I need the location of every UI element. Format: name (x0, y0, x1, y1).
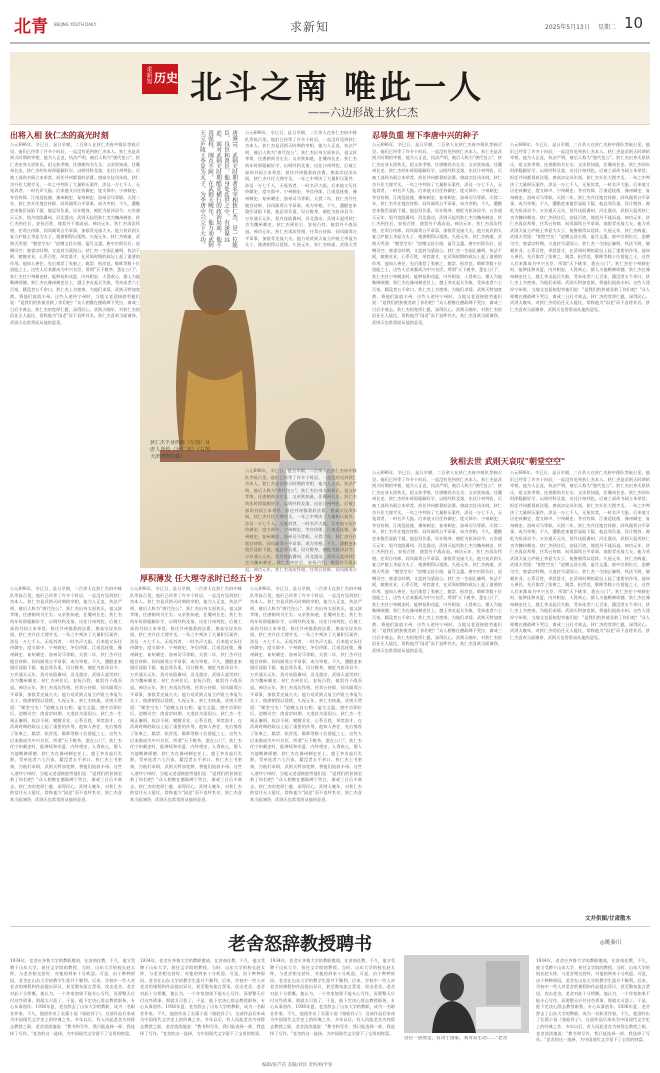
issue-weekday: 星期二 (598, 24, 617, 31)
article2-col4: 1934年，老舍应齐鲁大学的教职邀请，在济南任教。不久，他又受聘于山东大学，担任文学院的教授。当时，山东大学的校长赵太侔，与老舍相交甚好，对他的到来十分欢迎。可是，由于种种原因，老舍在山东大学的教学生涯并不顺利。后来，学校中一些人对老舍的课程和作品提出异议，甚至散布流言蜚语，攻击老舍。老舍对此十分愤慨，他认为，一个作家如果不能专心写作，而要整天应付这些琐事，那就太可悲了。于是，他下定决心辞去教授职务，专心从事创作。1936年夏，老舍辞去了山东大学的教职，成为一名职业作家。不久，他创作出了长篇小说《骆驼祥子》，这部作品后来成为中国现代文学史上的经典之作。多年以后，有人问起老舍为何辞去教授之职，老舍淡淡地说："教书和写作，我只能选择一样，我选择了写作。"老舍的这一选择，为中国现代文学留下了宝贵的财富。 (536, 958, 650, 1043)
issue-date: 2025年5月13日 (545, 24, 590, 31)
article2-title: 老舍怒辞教授聘书 (228, 934, 372, 955)
page-number: 10 (624, 14, 644, 32)
masthead (0, 0, 660, 44)
heading-4: 狄相去世 武则天哀叹"朝堂空空" (450, 457, 566, 466)
article2-byline: ◎姚秦川 (600, 940, 622, 946)
heading-1: 出将入相 狄仁杰的高光时刻 (10, 131, 109, 140)
banner-title: 北斗之南 唯此一人 (190, 68, 485, 106)
article1-col8: 公元696年，辛巳日，是日早朝，二百余人在狄仁杰府中排队等候召见。他们已经等了许多个时辰，一直没有见到狄仁杰本人。狄仁杰是武则天时期的宰相，他为人正直，执法严明，被后人称为"唐代包公"。狄仁杰出身太原狄氏，祖父狄孝绪，任唐朝尚书左丞；父亲狄知逊，任夔州长史。狄仁杰幼年时即聪颖好学，以明经科及第，出任汴州判佐。后被工部尚书阎立本举荐，担任并州都督府法曹。唐高宗仪凤年间，狄仁杰升任大理寺丞，一年之中判决了大量积压案件，涉及一万七千人，无冤诉者，一时名声大振。后来他又历任侍御史、度支郎中、宁州刺史、冬官侍郎、江南巡抚使、豫州刺史、复州刺史、洛州司马等职。天授二年，狄仁杰升任地官侍郎、同凤阁鸾台平章事，成为宰相。不久，遭酷吏来俊臣诬陷下狱，他忍辱负重，设计脱身，被贬为彭泽县令。万岁通天元年，契丹攻陷冀州，河北震动，武则天起用狄仁杰为魏州刺史。狄仁杰到任后，安抚百姓，使契丹不战而退。神功元年，狄仁杰再次拜相，任鸾台侍郎、同凤阁鸾台平章事，加银青光禄大夫。他力劝武则天复立庐陵王李显为太子，使唐朝得以延续。久视元年，狄仁杰病逝，武则天哭道："朝堂空矣！"追赠文昌右相，谥号文惠。唐中宗即位后，追赠司空；唐睿宗时期，又追封为梁国公。狄仁杰一生刚正廉明，执法不阿，兢兢业业，心系百姓，举荐贤才，在武周时期的政坛上起了重要的作用。他知人善任，先后推荐了张柬之、姚崇、桓彦范、敬晖等数十位贤能之士，这些人后来都成为中兴名臣，所谓"天下桃李，悉在公门"。狄仁杰任宁州刺史时，能够抚和戎夏，内外相安，人得欢心，郡人为他勒碑颂德。狄仁杰在豫州刺史任上，越王李贞起兵失败，受牵连者六七百家，籍没者五千余口。狄仁杰上书密奏，为他们求情，武则天特加宽赦，将他们流放丰州。这些人途经宁州时，当地父老迎接慰劳他们说："是我们的狄使君救了你们吧？"众人相携在德政碑下哭泣，斋戒三日后才离去。狄仁杰的宽厚仁慈，深得民心。武则天晚年，对狄仁杰的信任无人能比，常称他为"国老"而不直呼其名。狄仁杰喜欢当面谏诤，武则天也常常屈从他的意见。 (10, 586, 122, 802)
banner-tag (142, 64, 178, 94)
article2-col1: 1934年，老舍应齐鲁大学的教职邀请，在济南任教。不久，他又受聘于山东大学，担任文学院的教授。当时，山东大学的校长赵太侔，与老舍相交甚好，对他的到来十分欢迎。可是，由于种种原因，老舍在山东大学的教学生涯并不顺利。后来，学校中一些人对老舍的课程和作品提出异议，甚至散布流言蜚语，攻击老舍。老舍对此十分愤慨，他认为，一个作家如果不能专心写作，而要整天应付这些琐事，那就太可悲了。于是，他下定决心辞去教授职务，专心从事创作。1936年夏，老舍辞去了山东大学的教职，成为一名职业作家。不久，他创作出了长篇小说《骆驼祥子》，这部作品后来成为中国现代文学史上的经典之作。多年以后，有人问起老舍为何辞去教授之职，老舍淡淡地说："教书和写作，我只能选择一样，我选择了写作。"老舍的这一选择，为中国现代文学留下了宝贵的财富。 (10, 958, 135, 1036)
section-divider (10, 926, 650, 927)
banner-subtitle: ——六边形战士狄仁杰 (308, 106, 418, 119)
banner-tag-label: 历史 (154, 71, 179, 85)
article1-col9: 公元696年，辛巳日，是日早朝，二百余人在狄仁杰府中排队等候召见。他们已经等了许多个时辰，一直没有见到狄仁杰本人。狄仁杰是武则天时期的宰相，他为人正直，执法严明，被后人称为"唐代包公"。狄仁杰出身太原狄氏，祖父狄孝绪，任唐朝尚书左丞；父亲狄知逊，任夔州长史。狄仁杰幼年时即聪颖好学，以明经科及第，出任汴州判佐。后被工部尚书阎立本举荐，担任并州都督府法曹。唐高宗仪凤年间，狄仁杰升任大理寺丞，一年之中判决了大量积压案件，涉及一万七千人，无冤诉者，一时名声大振。后来他又历任侍御史、度支郎中、宁州刺史、冬官侍郎、江南巡抚使、豫州刺史、复州刺史、洛州司马等职。天授二年，狄仁杰升任地官侍郎、同凤阁鸾台平章事，成为宰相。不久，遭酷吏来俊臣诬陷下狱，他忍辱负重，设计脱身，被贬为彭泽县令。万岁通天元年，契丹攻陷冀州，河北震动，武则天起用狄仁杰为魏州刺史。狄仁杰到任后，安抚百姓，使契丹不战而退。神功元年，狄仁杰再次拜相，任鸾台侍郎、同凤阁鸾台平章事，加银青光禄大夫。他力劝武则天复立庐陵王李显为太子，使唐朝得以延续。久视元年，狄仁杰病逝，武则天哭道："朝堂空矣！"追赠文昌右相，谥号文惠。唐中宗即位后，追赠司空；唐睿宗时期，又追封为梁国公。狄仁杰一生刚正廉明，执法不阿，兢兢业业，心系百姓，举荐贤才，在武周时期的政坛上起了重要的作用。他知人善任，先后推荐了张柬之、姚崇、桓彦范、敬晖等数十位贤能之士，这些人后来都成为中兴名臣，所谓"天下桃李，悉在公门"。狄仁杰任宁州刺史时，能够抚和戎夏，内外相安，人得欢心，郡人为他勒碑颂德。狄仁杰在豫州刺史任上，越王李贞起兵失败，受牵连者六七百家，籍没者五千余口。狄仁杰上书密奏，为他们求情，武则天特加宽赦，将他们流放丰州。这些人途经宁州时，当地父老迎接慰劳他们说："是我们的狄使君救了你们吧？"众人相携在德政碑下哭泣，斋戒三日后才离去。狄仁杰的宽厚仁慈，深得民心。武则天晚年，对狄仁杰的信任无人能比，常称他为"国老"而不直呼其名。狄仁杰喜欢当面谏诤，武则天也常常屈从他的意见。 (130, 586, 242, 802)
article1-col2: 公元696年，辛巳日，是日早朝，二百余人在狄仁杰府中排队等候召见。他们已经等了许多个时辰，一直没有见到狄仁杰本人。狄仁杰是武则天时期的宰相，他为人正直，执法严明，被后人称为"唐代包公"。狄仁杰出身太原狄氏，祖父狄孝绪，任唐朝尚书左丞；父亲狄知逊，任夔州长史。狄仁杰幼年时即聪颖好学，以明经科及第，出任汴州判佐。后被工部尚书阎立本举荐，担任并州都督府法曹。唐高宗仪凤年间，狄仁杰升任大理寺丞，一年之中判决了大量积压案件，涉及一万七千人，无冤诉者，一时名声大振。后来他又历任侍御史、度支郎中、宁州刺史、冬官侍郎、江南巡抚使、豫州刺史、复州刺史、洛州司马等职。天授二年，狄仁杰升任地官侍郎、同凤阁鸾台平章事，成为宰相。不久，遭酷吏来俊臣诬陷下狱，他忍辱负重，设计脱身，被贬为彭泽县令。万岁通天元年，契丹攻陷冀州，河北震动，武则天起用狄仁杰为魏州刺史。狄仁杰到任后，安抚百姓，使契丹不战而退。神功元年，狄仁杰再次拜相，任鸾台侍郎、同凤阁鸾台平章事，加银青光禄大夫。他力劝武则天复立庐陵王李显为太子，使唐朝得以延续。久视元年，狄仁杰病逝，武则天哭 (245, 130, 357, 248)
article1-col7: 公元696年，辛巳日，是日早朝，二百余人在狄仁杰府中排队等候召见。他们已经等了许多个时辰，一直没有见到狄仁杰本人。狄仁杰是武则天时期的宰相，他为人正直，执法严明，被后人称为"唐代包公"。狄仁杰出身太原狄氏，祖父狄孝绪，任唐朝尚书左丞；父亲狄知逊，任夔州长史。狄仁杰幼年时即聪颖好学，以明经科及第，出任汴州判佐。后被工部尚书阎立本举荐，担任并州都督府法曹。唐高宗仪凤年间，狄仁杰升任大理寺丞，一年之中判决了大量积压案件，涉及一万七千人，无冤诉者，一时名声大振。后来他又历任侍御史、度支郎中、宁州刺史、冬官侍郎、江南巡抚使、豫州刺史、复州刺史、洛州司马等职。天授二年，狄仁杰升任地官侍郎、同凤阁鸾台平章事，成为宰相。不久，遭酷吏来俊臣诬陷下狱，他忍辱负重，设计脱身，被贬为彭泽县令。万岁通天元年，契丹攻陷冀州，河北震动，武则天起用狄仁杰为魏州刺史。狄仁杰到任后，安抚百姓，使契丹不战而退。神功元年，狄仁杰再次拜相，任鸾台侍郎、同凤阁鸾台平章事，加银青光禄大夫。他力劝武则天复立庐陵王李显为太子，使唐朝得以延续。久视元年，狄仁杰病逝，武则天哭道："朝堂空矣！"追赠文昌右相，谥号文惠。唐中宗即位后，追赠司空；唐睿宗时期，又追封为梁国公。狄仁杰一生刚正廉明，执法不阿，兢兢业业，心系百姓，举荐贤才，在武周时期的政坛上起了重要的作用。他知人善任，先后推荐了张柬之、姚崇、桓彦范、敬晖等数十位贤能之士，这些人后来都成为中兴名臣，所谓"天下桃李，悉在公门"。狄仁杰任宁州刺史时，能够抚和戎夏，内外相安，人得欢心，郡人为他勒碑颂德。狄仁杰在豫州刺史任上，越王李贞起兵失败，受牵连者六七百家，籍没者五千余口。狄仁杰上书密奏，为他们求情，武则天特加宽赦，将他们流放丰州。这些人途经宁州时，当地父老迎接慰劳他们说："是我们的狄使君救了你们吧？"众人相携在德政碑下哭泣，斋戒三日后才离去。狄仁杰的宽厚仁慈，深得民心。武则天晚年，对狄仁杰的信任无人能比，常称他为"国老"而不直呼其名。狄仁杰喜欢当面谏诤，武则天也常常屈从他的意见。 (510, 470, 650, 640)
section-title: 求新知 (290, 20, 330, 34)
masthead-rule (10, 42, 650, 44)
footer-editors: 编辑/张芦苗 美编/刘洋 责校/杨学春 (262, 1063, 333, 1068)
article1-byline: 文并供图/甘肃散木 (585, 916, 632, 922)
banner (10, 52, 650, 125)
logo-english: BEIJING YOUTH DAILY (54, 22, 97, 27)
lao-she-photo-svg (404, 955, 529, 1033)
intro-quote: 唐睿宗、武则天时期著名宰相狄仁杰，是一位能臣、良臣和贤臣。他身处乱世之中，有深谋远虑，面对武则天时期酷吏横行的政治局面，他不畏强权，刚直不阿。在武则天晚年，他力劝武则天立庐陵王李显为太子，为李唐中兴立下大功。 (199, 130, 237, 248)
article2-col3: 1934年，老舍应齐鲁大学的教职邀请，在济南任教。不久，他又受聘于山东大学，担任文学院的教授。当时，山东大学的校长赵太侔，与老舍相交甚好，对他的到来十分欢迎。可是，由于种种原因，老舍在山东大学的教学生涯并不顺利。后来，学校中一些人对老舍的课程和作品提出异议，甚至散布流言蜚语，攻击老舍。老舍对此十分愤慨，他认为，一个作家如果不能专心写作，而要整天应付这些琐事，那就太可悲了。于是，他下定决心辞去教授职务，专心从事创作。1936年夏，老舍辞去了山东大学的教职，成为一名职业作家。不久，他创作出了长篇小说《骆驼祥子》，这部作品后来成为中国现代文学史上的经典之作。多年以后，有人问起老舍为何辞去教授之职，老舍淡淡地说："教书和写作，我只能选择一样，我选择了写作。"老舍的这一选择，为中国现代文学留下了宝贵的财富。 (270, 958, 395, 1036)
article1-col1: 公元696年，辛巳日，是日早朝，二百余人在狄仁杰府中排队等候召见。他们已经等了许多个时辰，一直没有见到狄仁杰本人。狄仁杰是武则天时期的宰相，他为人正直，执法严明，被后人称为"唐代包公"。狄仁杰出身太原狄氏，祖父狄孝绪，任唐朝尚书左丞；父亲狄知逊，任夔州长史。狄仁杰幼年时即聪颖好学，以明经科及第，出任汴州判佐。后被工部尚书阎立本举荐，担任并州都督府法曹。唐高宗仪凤年间，狄仁杰升任大理寺丞，一年之中判决了大量积压案件，涉及一万七千人，无冤诉者，一时名声大振。后来他又历任侍御史、度支郎中、宁州刺史、冬官侍郎、江南巡抚使、豫州刺史、复州刺史、洛州司马等职。天授二年，狄仁杰升任地官侍郎、同凤阁鸾台平章事，成为宰相。不久，遭酷吏来俊臣诬陷下狱，他忍辱负重，设计脱身，被贬为彭泽县令。万岁通天元年，契丹攻陷冀州，河北震动，武则天起用狄仁杰为魏州刺史。狄仁杰到任后，安抚百姓，使契丹不战而退。神功元年，狄仁杰再次拜相，任鸾台侍郎、同凤阁鸾台平章事，加银青光禄大夫。他力劝武则天复立庐陵王李显为太子，使唐朝得以延续。久视元年，狄仁杰病逝，武则天哭道："朝堂空矣！"追赠文昌右相，谥号文惠。唐中宗即位后，追赠司空；唐睿宗时期，又追封为梁国公。狄仁杰一生刚正廉明，执法不阿，兢兢业业，心系百姓，举荐贤才，在武周时期的政坛上起了重要的作用。他知人善任，先后推荐了张柬之、姚崇、桓彦范、敬晖等数十位贤能之士，这些人后来都成为中兴名臣，所谓"天下桃李，悉在公门"。狄仁杰任宁州刺史时，能够抚和戎夏，内外相安，人得欢心，郡人为他勒碑颂德。狄仁杰在豫州刺史任上，越王李贞起兵失败，受牵连者六七百家，籍没者五千余口。狄仁杰上书密奏，为他们求情，武则天特加宽赦，将他们流放丰州。这些人途经宁州时，当地父老迎接慰劳他们说："是我们的狄使君救了你们吧？"众人相携在德政碑下哭泣，斋戒三日后才离去。狄仁杰的宽厚仁慈，深得民心。武则天晚年，对狄仁杰的信任无人能比，常称他为"国老"而不直呼其名。狄仁杰喜欢当面谏诤，武则天也常常屈从他的意见。 (10, 142, 140, 326)
article1-col3: 公元696年，辛巳日，是日早朝，二百余人在狄仁杰府中排队等候召见。他们已经等了许多个时辰，一直没有见到狄仁杰本人。狄仁杰是武则天时期的宰相，他为人正直，执法严明，被后人称为"唐代包公"。狄仁杰出身太原狄氏，祖父狄孝绪，任唐朝尚书左丞；父亲狄知逊，任夔州长史。狄仁杰幼年时即聪颖好学，以明经科及第，出任汴州判佐。后被工部尚书阎立本举荐，担任并州都督府法曹。唐高宗仪凤年间，狄仁杰升任大理寺丞，一年之中判决了大量积压案件，涉及一万七千人，无冤诉者，一时名声大振。后来他又历任侍御史、度支郎中、宁州刺史、冬官侍郎、江南巡抚使、豫州刺史、复州刺史、洛州司马等职。天授二年，狄仁杰升任地官侍郎、同凤阁鸾台平章事，成为宰相。不久，遭酷吏来俊臣诬陷下狱，他忍辱负重，设计脱身，被贬为彭泽县令。万岁通天元年，契丹攻陷冀州，河北震动，武则天起用狄仁杰为魏州刺史。狄仁杰到任后，安抚百姓，使契丹不战而退。神功元年，狄仁杰再次拜相，任鸾台侍郎、同凤阁鸾台 (245, 468, 357, 572)
banner-tag-sub: 求新知 (145, 66, 152, 84)
article2-col2: 1934年，老舍应齐鲁大学的教职邀请，在济南任教。不久，他又受聘于山东大学，担任文学院的教授。当时，山东大学的校长赵太侔，与老舍相交甚好，对他的到来十分欢迎。可是，由于种种原因，老舍在山东大学的教学生涯并不顺利。后来，学校中一些人对老舍的课程和作品提出异议，甚至散布流言蜚语，攻击老舍。老舍对此十分愤慨，他认为，一个作家如果不能专心写作，而要整天应付这些琐事，那就太可悲了。于是，他下定决心辞去教授职务，专心从事创作。1936年夏，老舍辞去了山东大学的教职，成为一名职业作家。不久，他创作出了长篇小说《骆驼祥子》，这部作品后来成为中国现代文学史上的经典之作。多年以后，有人问起老舍为何辞去教授之职，老舍淡淡地说："教书和写作，我只能选择一样，我选择了写作。"老舍的这一选择，为中国现代文学留下了宝贵的财富。 (140, 958, 265, 1036)
logo: 北青 (14, 17, 48, 37)
heading-2: 厚积薄发 任大理寺丞时已经五十岁 (140, 574, 263, 583)
article1-col6: 公元696年，辛巳日，是日早朝，二百余人在狄仁杰府中排队等候召见。他们已经等了许多个时辰，一直没有见到狄仁杰本人。狄仁杰是武则天时期的宰相，他为人正直，执法严明，被后人称为"唐代包公"。狄仁杰出身太原狄氏，祖父狄孝绪，任唐朝尚书左丞；父亲狄知逊，任夔州长史。狄仁杰幼年时即聪颖好学，以明经科及第，出任汴州判佐。后被工部尚书阎立本举荐，担任并州都督府法曹。唐高宗仪凤年间，狄仁杰升任大理寺丞，一年之中判决了大量积压案件，涉及一万七千人，无冤诉者，一时名声大振。后来他又历任侍御史、度支郎中、宁州刺史、冬官侍郎、江南巡抚使、豫州刺史、复州刺史、洛州司马等职。天授二年，狄仁杰升任地官侍郎、同凤阁鸾台平章事，成为宰相。不久，遭酷吏来俊臣诬陷下狱，他忍辱负重，设计脱身，被贬为彭泽县令。万岁通天元年，契丹攻陷冀州，河北震动，武则天起用狄仁杰为魏州刺史。狄仁杰到任后，安抚百姓，使契丹不战而退。神功元年，狄仁杰再次拜相，任鸾台侍郎、同凤阁鸾台平章事，加银青光禄大夫。他力劝武则天复立庐陵王李显为太子，使唐朝得以延续。久视元年，狄仁杰病逝，武则天哭道："朝堂空矣！"追赠文昌右相，谥号文惠。唐中宗即位后，追赠司空；唐睿宗时期，又追封为梁国公。狄仁杰一生刚正廉明，执法不阿，兢兢业业，心系百姓，举荐贤才，在武周时期的政坛上起了重要的作用。他知人善任，先后推荐了张柬之、姚崇、桓彦范、敬晖等数十位贤能之士，这些人后来都成为中兴名臣，所谓"天下桃李，悉在公门"。狄仁杰任宁州刺史时，能够抚和戎夏，内外相安，人得欢心，郡人为他勒碑颂德。狄仁杰在豫州刺史任上，越王李贞起兵失败，受牵连者六七百家，籍没者五千余口。狄仁杰上书密奏，为他们求情，武则天特加宽赦，将他们流放丰州。这些人途经宁州时，当地父老迎接慰劳他们说："是我们的狄使君救了你们吧？"众人相携在德政碑下哭泣，斋戒三日后才离去。狄仁杰的宽厚仁慈，深得民心。武则天晚年，对狄仁杰的信任无人能比，常称他为"国老"而不直呼其名。狄仁杰喜欢当面谏诤，武则天也常常屈从他的意见。 (372, 470, 502, 654)
portrait-caption: 狄仁杰半身画像（左图）及唐人所绘《狄仁杰》（右图天津博物馆藏） (150, 440, 210, 460)
lao-she-photo (404, 955, 529, 1033)
article1-col10: 公元696年，辛巳日，是日早朝，二百余人在狄仁杰府中排队等候召见。他们已经等了许多个时辰，一直没有见到狄仁杰本人。狄仁杰是武则天时期的宰相，他为人正直，执法严明，被后人称为"唐代包公"。狄仁杰出身太原狄氏，祖父狄孝绪，任唐朝尚书左丞；父亲狄知逊，任夔州长史。狄仁杰幼年时即聪颖好学，以明经科及第，出任汴州判佐。后被工部尚书阎立本举荐，担任并州都督府法曹。唐高宗仪凤年间，狄仁杰升任大理寺丞，一年之中判决了大量积压案件，涉及一万七千人，无冤诉者，一时名声大振。后来他又历任侍御史、度支郎中、宁州刺史、冬官侍郎、江南巡抚使、豫州刺史、复州刺史、洛州司马等职。天授二年，狄仁杰升任地官侍郎、同凤阁鸾台平章事，成为宰相。不久，遭酷吏来俊臣诬陷下狱，他忍辱负重，设计脱身，被贬为彭泽县令。万岁通天元年，契丹攻陷冀州，河北震动，武则天起用狄仁杰为魏州刺史。狄仁杰到任后，安抚百姓，使契丹不战而退。神功元年，狄仁杰再次拜相，任鸾台侍郎、同凤阁鸾台平章事，加银青光禄大夫。他力劝武则天复立庐陵王李显为太子，使唐朝得以延续。久视元年，狄仁杰病逝，武则天哭道："朝堂空矣！"追赠文昌右相，谥号文惠。唐中宗即位后，追赠司空；唐睿宗时期，又追封为梁国公。狄仁杰一生刚正廉明，执法不阿，兢兢业业，心系百姓，举荐贤才，在武周时期的政坛上起了重要的作用。他知人善任，先后推荐了张柬之、姚崇、桓彦范、敬晖等数十位贤能之士，这些人后来都成为中兴名臣，所谓"天下桃李，悉在公门"。狄仁杰任宁州刺史时，能够抚和戎夏，内外相安，人得欢心，郡人为他勒碑颂德。狄仁杰在豫州刺史任上，越王李贞起兵失败，受牵连者六七百家，籍没者五千余口。狄仁杰上书密奏，为他们求情，武则天特加宽赦，将他们流放丰州。这些人途经宁州时，当地父老迎接慰劳他们说："是我们的狄使君救了你们吧？"众人相携在德政碑下哭泣，斋戒三日后才离去。狄仁杰的宽厚仁慈，深得民心。武则天晚年，对狄仁杰的信任无人能比，常称他为"国老"而不直呼其名。狄仁杰喜欢当面谏诤，武则天也常常屈从他的意见。 (250, 586, 362, 802)
article1-col5: 公元696年，辛巳日，是日早朝，二百余人在狄仁杰府中排队等候召见。他们已经等了许多个时辰，一直没有见到狄仁杰本人。狄仁杰是武则天时期的宰相，他为人正直，执法严明，被后人称为"唐代包公"。狄仁杰出身太原狄氏，祖父狄孝绪，任唐朝尚书左丞；父亲狄知逊，任夔州长史。狄仁杰幼年时即聪颖好学，以明经科及第，出任汴州判佐。后被工部尚书阎立本举荐，担任并州都督府法曹。唐高宗仪凤年间，狄仁杰升任大理寺丞，一年之中判决了大量积压案件，涉及一万七千人，无冤诉者，一时名声大振。后来他又历任侍御史、度支郎中、宁州刺史、冬官侍郎、江南巡抚使、豫州刺史、复州刺史、洛州司马等职。天授二年，狄仁杰升任地官侍郎、同凤阁鸾台平章事，成为宰相。不久，遭酷吏来俊臣诬陷下狱，他忍辱负重，设计脱身，被贬为彭泽县令。万岁通天元年，契丹攻陷冀州，河北震动，武则天起用狄仁杰为魏州刺史。狄仁杰到任后，安抚百姓，使契丹不战而退。神功元年，狄仁杰再次拜相，任鸾台侍郎、同凤阁鸾台平章事，加银青光禄大夫。他力劝武则天复立庐陵王李显为太子，使唐朝得以延续。久视元年，狄仁杰病逝，武则天哭道："朝堂空矣！"追赠文昌右相，谥号文惠。唐中宗即位后，追赠司空；唐睿宗时期，又追封为梁国公。狄仁杰一生刚正廉明，执法不阿，兢兢业业，心系百姓，举荐贤才，在武周时期的政坛上起了重要的作用。他知人善任，先后推荐了张柬之、姚崇、桓彦范、敬晖等数十位贤能之士，这些人后来都成为中兴名臣，所谓"天下桃李，悉在公门"。狄仁杰任宁州刺史时，能够抚和戎夏，内外相安，人得欢心，郡人为他勒碑颂德。狄仁杰在豫州刺史任上，越王李贞起兵失败，受牵连者六七百家，籍没者五千余口。狄仁杰上书密奏，为他们求情，武则天特加宽赦，将他们流放丰州。这些人途经宁州时，当地父老迎接慰劳他们说："是我们的狄使君救了你们吧？"众人相携在德政碑下哭泣，斋戒三日后才离去。狄仁杰的宽厚仁慈，深得民心。武则天晚年，对狄仁杰的信任无人能比，常称他为"国老"而不直呼其名。狄仁杰喜欢当面谏诤，武则天也常常屈从他的意见。 (510, 142, 650, 312)
article1-col4: 公元696年，辛巳日，是日早朝，二百余人在狄仁杰府中排队等候召见。他们已经等了许多个时辰，一直没有见到狄仁杰本人。狄仁杰是武则天时期的宰相，他为人正直，执法严明，被后人称为"唐代包公"。狄仁杰出身太原狄氏，祖父狄孝绪，任唐朝尚书左丞；父亲狄知逊，任夔州长史。狄仁杰幼年时即聪颖好学，以明经科及第，出任汴州判佐。后被工部尚书阎立本举荐，担任并州都督府法曹。唐高宗仪凤年间，狄仁杰升任大理寺丞，一年之中判决了大量积压案件，涉及一万七千人，无冤诉者，一时名声大振。后来他又历任侍御史、度支郎中、宁州刺史、冬官侍郎、江南巡抚使、豫州刺史、复州刺史、洛州司马等职。天授二年，狄仁杰升任地官侍郎、同凤阁鸾台平章事，成为宰相。不久，遭酷吏来俊臣诬陷下狱，他忍辱负重，设计脱身，被贬为彭泽县令。万岁通天元年，契丹攻陷冀州，河北震动，武则天起用狄仁杰为魏州刺史。狄仁杰到任后，安抚百姓，使契丹不战而退。神功元年，狄仁杰再次拜相，任鸾台侍郎、同凤阁鸾台平章事，加银青光禄大夫。他力劝武则天复立庐陵王李显为太子，使唐朝得以延续。久视元年，狄仁杰病逝，武则天哭道："朝堂空矣！"追赠文昌右相，谥号文惠。唐中宗即位后，追赠司空；唐睿宗时期，又追封为梁国公。狄仁杰一生刚正廉明，执法不阿，兢兢业业，心系百姓，举荐贤才，在武周时期的政坛上起了重要的作用。他知人善任，先后推荐了张柬之、姚崇、桓彦范、敬晖等数十位贤能之士，这些人后来都成为中兴名臣，所谓"天下桃李，悉在公门"。狄仁杰任宁州刺史时，能够抚和戎夏，内外相安，人得欢心，郡人为他勒碑颂德。狄仁杰在豫州刺史任上，越王李贞起兵失败，受牵连者六七百家，籍没者五千余口。狄仁杰上书密奏，为他们求情，武则天特加宽赦，将他们流放丰州。这些人途经宁州时，当地父老迎接慰劳他们说："是我们的狄使君救了你们吧？"众人相携在德政碑下哭泣，斋戒三日后才离去。狄仁杰的宽厚仁慈，深得民心。武则天晚年，对狄仁杰的信任无人能比，常称他为"国老"而不直呼其名。狄仁杰喜欢当面谏诤，武则天也常常屈从他的意见。 (372, 142, 502, 326)
lao-she-photo-caption: 这位一居然是，有功于国家，我对其生动……"老舍 (404, 1036, 508, 1041)
heading-3: 忍辱负重 埋下李唐中兴的种子 (372, 131, 479, 140)
